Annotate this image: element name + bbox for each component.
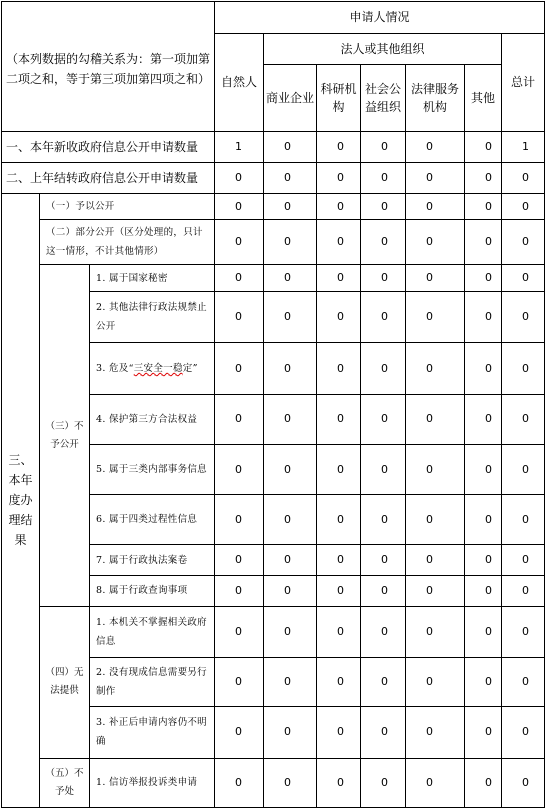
- value-cell: 0: [465, 132, 502, 163]
- row-label: 2. 其他法律行政法规禁止公开: [90, 292, 215, 343]
- social-welfare-header: 社会公益组织: [361, 64, 406, 132]
- value-cell: 0: [215, 162, 264, 193]
- value-cell: 0: [406, 162, 465, 193]
- value-cell: 0: [465, 292, 502, 343]
- value-cell: 0: [361, 220, 406, 265]
- value-cell: 0: [502, 658, 545, 707]
- value-cell: 0: [317, 162, 361, 193]
- value-cell: 0: [406, 707, 465, 758]
- value-cell: 0: [406, 444, 465, 494]
- value-cell: 0: [502, 343, 545, 394]
- value-cell: 0: [264, 220, 317, 265]
- value-cell: 0: [317, 545, 361, 576]
- value-cell: 0: [264, 606, 317, 657]
- value-cell: 1: [502, 132, 545, 163]
- value-cell: 0: [264, 132, 317, 163]
- value-cell: 0: [317, 658, 361, 707]
- value-cell: 0: [502, 545, 545, 576]
- value-cell: 0: [317, 265, 361, 292]
- table-row: [2, 132, 545, 163]
- row-label: 8. 属于行政查询事项: [90, 576, 215, 607]
- value-cell: 0: [406, 606, 465, 657]
- value-cell: 0: [465, 658, 502, 707]
- corner-note: （本列数据的勾稽关系为：第一项加第二项之和，等于第三项加第四项之和）: [2, 2, 215, 132]
- value-cell: 0: [465, 162, 502, 193]
- value-cell: 0: [264, 707, 317, 758]
- value-cell: 0: [215, 576, 264, 607]
- value-cell: 0: [406, 576, 465, 607]
- value-cell: 0: [502, 265, 545, 292]
- value-cell: 0: [502, 292, 545, 343]
- value-cell: 0: [406, 265, 465, 292]
- not-handled-label: （五）不予处: [40, 758, 90, 807]
- value-cell: 0: [502, 394, 545, 444]
- value-cell: 0: [317, 758, 361, 807]
- value-cell: 0: [215, 193, 264, 220]
- value-cell: 0: [502, 220, 545, 265]
- value-cell: 0: [502, 606, 545, 657]
- value-cell: 0: [361, 576, 406, 607]
- value-cell: 0: [264, 343, 317, 394]
- other-header: 其他: [465, 64, 502, 132]
- legal-entities-header: 法人或其他组织: [264, 33, 502, 64]
- value-cell: 0: [406, 193, 465, 220]
- value-cell: 0: [317, 394, 361, 444]
- value-cell: 0: [502, 444, 545, 494]
- value-cell: 0: [317, 220, 361, 265]
- value-cell: 0: [317, 193, 361, 220]
- value-cell: 0: [317, 444, 361, 494]
- value-cell: 0: [264, 658, 317, 707]
- value-cell: 0: [215, 606, 264, 657]
- value-cell: 0: [465, 220, 502, 265]
- value-cell: 0: [264, 758, 317, 807]
- value-cell: 0: [215, 707, 264, 758]
- disclosure-table: [1, 1, 545, 808]
- row-label: 6. 属于四类过程性信息: [90, 495, 215, 545]
- value-cell: 0: [406, 343, 465, 394]
- row-label: 一、本年新收政府信息公开申请数量: [2, 132, 215, 163]
- value-cell: 0: [361, 444, 406, 494]
- value-cell: 1: [215, 132, 264, 163]
- value-cell: 0: [317, 292, 361, 343]
- value-cell: 0: [502, 162, 545, 193]
- value-cell: 0: [317, 495, 361, 545]
- value-cell: 0: [465, 444, 502, 494]
- value-cell: 0: [215, 545, 264, 576]
- value-cell: 0: [317, 343, 361, 394]
- value-cell: 0: [215, 292, 264, 343]
- value-cell: 0: [361, 758, 406, 807]
- value-cell: 0: [361, 162, 406, 193]
- value-cell: 0: [264, 162, 317, 193]
- value-cell: 0: [317, 606, 361, 657]
- row-label: 5. 属于三类内部事务信息: [90, 444, 215, 494]
- value-cell: 0: [502, 576, 545, 607]
- value-cell: 0: [264, 495, 317, 545]
- table-row: [2, 162, 545, 193]
- section3-label: 三、本年度办理结果: [2, 193, 40, 807]
- row-label: 1. 信访举报投诉类申请: [90, 758, 215, 807]
- value-cell: 0: [215, 758, 264, 807]
- value-cell: 0: [361, 394, 406, 444]
- value-cell: 0: [465, 606, 502, 657]
- value-cell: 0: [361, 265, 406, 292]
- applicant-status-header: 申请人情况: [215, 2, 545, 34]
- value-cell: 0: [361, 343, 406, 394]
- value-cell: 0: [264, 444, 317, 494]
- value-cell: 0: [406, 545, 465, 576]
- value-cell: 0: [406, 292, 465, 343]
- value-cell: 0: [465, 545, 502, 576]
- value-cell: 0: [502, 758, 545, 807]
- cannot-provide-label: （四）无法提供: [40, 606, 90, 758]
- not-open-label: （三）不予公开: [40, 265, 90, 606]
- value-cell: 0: [317, 707, 361, 758]
- value-cell: 0: [502, 707, 545, 758]
- value-cell: 0: [215, 658, 264, 707]
- value-cell: 0: [361, 132, 406, 163]
- total-header: 总计: [502, 33, 545, 131]
- row-label: 4. 保护第三方合法权益: [90, 394, 215, 444]
- table-row: [2, 606, 545, 657]
- value-cell: 0: [215, 220, 264, 265]
- natural-person-header: 自然人: [215, 33, 264, 131]
- value-cell: 0: [465, 394, 502, 444]
- legal-service-header: 法律服务机构: [406, 64, 465, 132]
- label-part-wavy: 三安全一稳: [133, 363, 183, 375]
- value-cell: 0: [406, 495, 465, 545]
- value-cell: 0: [406, 220, 465, 265]
- row-label: 1. 属于国家秘密: [90, 265, 215, 292]
- value-cell: 0: [465, 707, 502, 758]
- row-label: 1. 本机关不掌握相关政府信息: [90, 606, 215, 657]
- value-cell: 0: [361, 658, 406, 707]
- row-label: 2. 没有现成信息需要另行制作: [90, 658, 215, 707]
- value-cell: 0: [264, 394, 317, 444]
- value-cell: 0: [361, 292, 406, 343]
- label-part: 定”: [182, 363, 198, 375]
- value-cell: 0: [215, 495, 264, 545]
- value-cell: 0: [215, 444, 264, 494]
- row-label: 二、上年结转政府信息公开申请数量: [2, 162, 215, 193]
- value-cell: 0: [361, 495, 406, 545]
- value-cell: 0: [502, 193, 545, 220]
- value-cell: 0: [465, 495, 502, 545]
- value-cell: 0: [317, 576, 361, 607]
- row-label: （二）部分公开（区分处理的，只计这一情形，不计其他情形）: [40, 220, 215, 265]
- value-cell: 0: [264, 193, 317, 220]
- value-cell: 0: [317, 132, 361, 163]
- value-cell: 0: [361, 193, 406, 220]
- label-part: 3. 危及“: [96, 363, 134, 375]
- value-cell: 0: [465, 758, 502, 807]
- table-row: [2, 193, 545, 220]
- row-label: [90, 343, 215, 394]
- row-label: （一）予以公开: [40, 193, 215, 220]
- value-cell: 0: [465, 343, 502, 394]
- value-cell: 0: [406, 758, 465, 807]
- table-row: [2, 758, 545, 807]
- value-cell: 0: [406, 394, 465, 444]
- value-cell: 0: [215, 394, 264, 444]
- value-cell: 0: [406, 658, 465, 707]
- value-cell: 0: [215, 343, 264, 394]
- value-cell: 0: [361, 606, 406, 657]
- value-cell: 0: [264, 576, 317, 607]
- value-cell: 0: [361, 707, 406, 758]
- value-cell: 0: [264, 545, 317, 576]
- value-cell: 0: [406, 132, 465, 163]
- value-cell: 0: [361, 545, 406, 576]
- research-header: 科研机构: [317, 64, 361, 132]
- value-cell: 0: [215, 265, 264, 292]
- table-row: [2, 220, 545, 265]
- value-cell: 0: [264, 265, 317, 292]
- value-cell: 0: [264, 292, 317, 343]
- value-cell: 0: [465, 193, 502, 220]
- row-label: 7. 属于行政执法案卷: [90, 545, 215, 576]
- table-row: [2, 265, 545, 292]
- value-cell: 0: [465, 576, 502, 607]
- commercial-header: 商业企业: [264, 64, 317, 132]
- value-cell: 0: [502, 495, 545, 545]
- row-label: 3. 补正后申请内容仍不明确: [90, 707, 215, 758]
- value-cell: 0: [465, 265, 502, 292]
